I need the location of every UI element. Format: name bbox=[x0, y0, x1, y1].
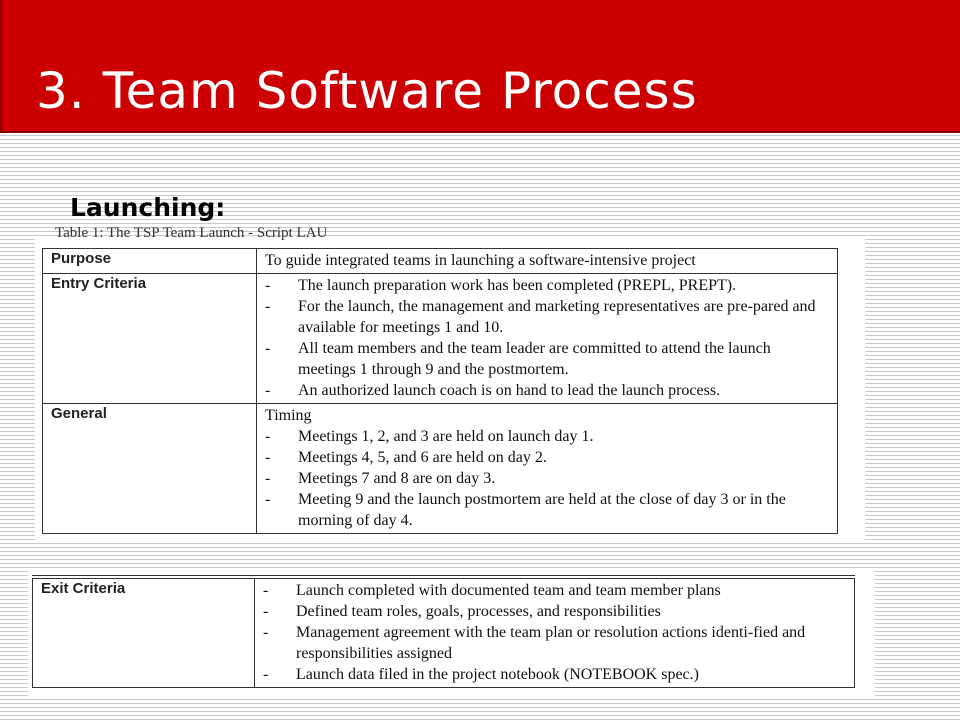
list-item: - An authorized launch coach is on hand to lead the launch process. bbox=[265, 382, 721, 399]
list-item: - Management agreement with the team plan or resolution actions identi-fied and responsibilities assigned bbox=[263, 624, 806, 662]
list-item: - Meeting 9 and the launch postmortem are held at the close of day 3 or in the morning of day 4. bbox=[265, 491, 786, 529]
table-row bbox=[33, 577, 855, 688]
process-table-image bbox=[35, 225, 865, 543]
row-content-purpose bbox=[257, 249, 838, 274]
title-bar-edge bbox=[0, 0, 2, 133]
row-label-general: General bbox=[43, 404, 257, 534]
table-row bbox=[43, 404, 838, 534]
slide-title: 3. Team Software Process bbox=[36, 62, 698, 120]
bullet-dash: - bbox=[263, 603, 269, 620]
slide-subtitle: Launching: bbox=[70, 193, 226, 222]
row-content-entry-criteria bbox=[257, 274, 838, 404]
list-item: - All team members and the team leader are committed to attend the launch meetings 1 through 9 and the postmortem. bbox=[265, 340, 771, 378]
bullet-dash: - bbox=[265, 491, 271, 508]
bullet-dash: - bbox=[265, 382, 271, 399]
list-item: - The launch preparation work has been completed (PREPL, PREPT). bbox=[265, 277, 737, 294]
list-item: - Meetings 4, 5, and 6 are held on day 2. bbox=[265, 449, 547, 466]
exit-criteria-table bbox=[32, 575, 855, 688]
exit-criteria-table-image bbox=[28, 570, 875, 698]
bullet-dash: - bbox=[263, 666, 269, 683]
bullet-dash: - bbox=[265, 449, 271, 466]
bullet-dash: - bbox=[265, 340, 271, 357]
timing-heading: Timing bbox=[265, 407, 312, 424]
table-row bbox=[43, 274, 838, 404]
process-table bbox=[42, 248, 838, 534]
list-item: - Meetings 1, 2, and 3 are held on launch day 1. bbox=[265, 428, 594, 445]
bullet-dash: - bbox=[265, 470, 271, 487]
list-item: - Launch completed with documented team and team member plans bbox=[263, 582, 721, 599]
row-content-exit-criteria bbox=[255, 577, 855, 688]
bullet-dash: - bbox=[263, 624, 269, 641]
bullet-dash: - bbox=[263, 582, 269, 599]
row-label-purpose: Purpose bbox=[43, 249, 257, 274]
row-content-general bbox=[257, 404, 838, 534]
list-item: - For the launch, the management and marketing representatives are pre-pared and available for meetings 1 and 10. bbox=[265, 298, 816, 336]
purpose-text: To guide integrated teams in launching a software-intensive project bbox=[265, 252, 696, 269]
row-label-exit-criteria: Exit Criteria bbox=[33, 577, 255, 688]
title-bar bbox=[0, 0, 960, 133]
bullet-dash: - bbox=[265, 277, 271, 294]
list-item: - Meetings 7 and 8 are on day 3. bbox=[265, 470, 496, 487]
list-item: - Defined team roles, goals, processes, and responsibilities bbox=[263, 603, 661, 620]
table-caption-cutoff: Table 1: The TSP Team Launch - Script LAU bbox=[55, 225, 328, 241]
list-item: - Launch data filed in the project notebook (NOTEBOOK spec.) bbox=[263, 666, 699, 683]
bullet-dash: - bbox=[265, 298, 271, 315]
table-row bbox=[43, 249, 838, 274]
bullet-dash: - bbox=[265, 428, 271, 445]
row-label-entry-criteria: Entry Criteria bbox=[43, 274, 257, 404]
